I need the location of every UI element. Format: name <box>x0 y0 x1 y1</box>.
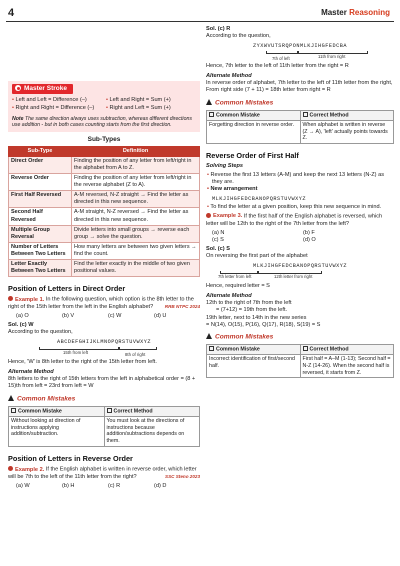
alphabet-sequence: MLKJIHGFEDCBANOPQRSTUVWXYZ <box>212 196 306 203</box>
note-label: Note <box>12 115 24 122</box>
alternate-method-title: Alternate Method <box>206 73 252 80</box>
option: (a) W <box>16 483 30 490</box>
rule-item: • Right and Left = Sum (+) <box>106 105 196 112</box>
option: (d) U <box>154 312 167 319</box>
example-1 <box>8 296 200 311</box>
alternate-method-text: = N(14), O(15), P(16), Q(17), R(18), S(19) = S <box>206 321 321 328</box>
page-header <box>0 0 400 22</box>
options <box>8 313 200 320</box>
running-title <box>321 8 390 18</box>
brace-diagram <box>206 271 394 280</box>
cross-icon <box>11 408 16 413</box>
option: (d) D <box>154 483 167 490</box>
warning-icon <box>8 395 14 401</box>
left-column <box>8 26 200 560</box>
solving-steps-title: Solving Steps <box>206 163 243 170</box>
brace-line <box>119 347 157 350</box>
alternate-method-text: 12th to the right of 7th from the left <box>206 300 292 307</box>
list-item: • Reverse the first 13 letters (A-M) and keep the next 13 letters (N-Z) as they are. <box>212 172 394 186</box>
solution: Sol. (c) R <box>206 26 231 32</box>
according-text: According to the question, <box>206 33 271 40</box>
option: (a) N <box>212 229 225 236</box>
column-header: Correct Method <box>300 344 394 354</box>
mistakes-table <box>206 110 394 145</box>
subtypes-table <box>8 146 200 276</box>
check-icon <box>303 346 308 351</box>
brace-caption: 7th letter from left <box>218 273 252 279</box>
section-heading: Reverse Order of First Half <box>206 151 299 161</box>
table-row: Second Half Reversed A-M straight, N-Z reversed → Find the letter as directed in this new sequence. <box>9 208 200 225</box>
example-question: If the first half of the English alphabet is reversed, which letter will be 12th to the right of the 7th letter from the left? <box>206 213 383 227</box>
note <box>12 116 196 129</box>
according-text: On reversing the first part of the alphabet <box>206 253 308 260</box>
target-icon <box>15 85 21 91</box>
exam-source: RRB NTPC 2024 <box>164 303 200 309</box>
list-item: • To find the letter at a given position, keep this new sequence in mind. <box>212 204 394 211</box>
master-stroke-tag: Master Stroke <box>12 84 73 94</box>
table-row: First Half Reversed A-M reversed, N-Z straight → Find the letter as directed in this new sequence. <box>9 191 200 208</box>
column-header: Common Mistake <box>207 344 301 354</box>
according-text: According to the question, <box>8 329 73 336</box>
option: (c) W <box>108 312 122 319</box>
option: (c) R <box>108 483 121 490</box>
column-header: Sub-Type <box>9 147 72 157</box>
common-mistakes-heading: Common Mistakes <box>8 395 200 404</box>
column-header: Correct Method <box>300 110 394 120</box>
steps-list <box>206 172 394 193</box>
alternate-method-title: Alternate Method <box>8 369 54 376</box>
brace-caption: 8th of right <box>125 351 146 357</box>
list-item: • New arrangement <box>212 186 394 193</box>
rule-item: • Left and Right = Sum (+) <box>106 97 196 104</box>
brace-caption: 15th from left <box>63 349 89 355</box>
page-number: 4 <box>8 7 15 19</box>
table-row: Reverse Order Finding the position of any letter from left/right in the reverse alphabet (Z to A). <box>9 174 200 191</box>
table-row: Forgetting direction in reverse order. When alphabet is written in reverse (Z → A), 'left' actually points towards Z. <box>207 120 394 143</box>
warning-icon <box>206 99 212 105</box>
header-rule <box>6 21 394 22</box>
alternate-method-text: 8th letters to the right of 15th letters from the left in alphabetical order = (8 + 15)th from left = 23rd from left = W <box>8 376 196 390</box>
option: (d) O <box>303 236 316 243</box>
example-label: Example 2. <box>8 467 44 473</box>
table-row: Without looking at direction of instructions applying addition/subtraction. You must look at the directions of instructions because addition/subtractions depends on them. <box>9 416 200 446</box>
example-3 <box>206 213 394 228</box>
running-title-part1: Master <box>321 8 347 17</box>
check-icon <box>107 408 112 413</box>
example-label: Example 1. <box>8 297 44 303</box>
brace-diagram <box>206 51 394 59</box>
example-question: If the English alphabet is written in reverse order, which letter will be 7th to the left of the 11th letter from the right? <box>8 466 197 480</box>
brace-caption: 11th from right <box>318 53 346 59</box>
rule-item: • Left and Left = Difference (–) <box>12 97 102 104</box>
alternate-method-text: 19th letter, next to 14th in the new series <box>206 314 307 321</box>
table-row: Incorrect identification of first/second half. First half = A–M (1-13); Second half = N-Z (14-26). When the second half is reversed, it starts from Z. <box>207 355 394 378</box>
table-row: Multiple Group Reversal Divide letters into small groups → reverse each group → solve the question. <box>9 225 200 242</box>
steps-list <box>206 204 394 211</box>
options <box>206 230 394 244</box>
mistakes-table <box>206 344 394 379</box>
running-title-part2: Reasoning <box>349 8 390 17</box>
brace-diagram <box>8 347 200 355</box>
solution: Sol. (c) S <box>206 245 230 252</box>
column-header: Definition <box>72 147 200 157</box>
master-stroke-box <box>8 81 200 132</box>
rules-list <box>12 97 196 112</box>
conclusion: Hence, 7th letter to the left of 11th letter from the right = R <box>206 62 349 69</box>
column-header: Common Mistake <box>9 406 105 416</box>
example-label: Example 3. <box>206 213 242 219</box>
exam-source: SSC Steno 2023 <box>165 473 200 479</box>
column-header: Correct Method <box>104 406 200 416</box>
common-mistakes-heading: Common Mistakes <box>206 333 394 342</box>
brace-caption: 12th letter from right <box>274 273 313 279</box>
alphabet-sequence: ZYXWVUTSRQPONMLKJIHGFEDCBA <box>253 43 347 50</box>
option: (b) V <box>62 312 75 319</box>
option: (b) H <box>62 483 75 490</box>
section-heading: Position of Letters in Direct Order <box>8 283 126 293</box>
conclusion: Hence, 'W' is 8th letter to the right of the 15th letter from left. <box>8 358 157 365</box>
table-row: Number of Letters Between Two Letters How many letters are between two given letters → find the count. <box>9 242 200 259</box>
solution: Sol. (c) W <box>8 322 34 329</box>
column-header: Common Mistake <box>207 110 301 120</box>
option: (b) F <box>303 229 315 236</box>
alternate-method-title: Alternate Method <box>206 293 252 300</box>
rule-item: • Right and Right = Difference (–) <box>12 105 102 112</box>
note-text: The same direction always uses subtraction, whereas different directions use addition - but in both cases counting starts from the first direction. <box>12 115 192 129</box>
alternate-method-text: From right side (7 + 11) = 18th letter from right = R <box>206 87 331 94</box>
conclusion: Hence, required letter = S <box>206 282 270 289</box>
options <box>8 483 200 490</box>
right-column <box>206 26 394 560</box>
cross-icon <box>209 112 214 117</box>
alphabet-sequence: MLKJIHGFEDCBANOPQRSTUVWXYZ <box>253 263 347 270</box>
subtypes-title: Sub-Types <box>87 135 121 143</box>
cross-icon <box>209 346 214 351</box>
alphabet-sequence: ABCDEFGHIJKLMNOPQRSTUVWXYZ <box>57 339 151 346</box>
warning-icon <box>206 333 212 339</box>
brace-line <box>266 51 298 54</box>
section-heading: Position of Letters in Reverse Order <box>8 453 133 463</box>
common-mistakes-heading: Common Mistakes <box>206 99 394 108</box>
example-question: In the following question, which option is the 8th letter to the right of the 15th letter from the left in the English alphabet? <box>8 296 194 310</box>
check-icon <box>303 112 308 117</box>
table-row: Letter Exactly Between Two Letters Find the letter exactly in the middle of two given positional values. <box>9 259 200 276</box>
table-row: Direct Order Finding the position of any letter from left/right in the alphabet from A to Z. <box>9 157 200 174</box>
alternate-method-text: = (7+12) = 19th from the left. <box>216 307 288 314</box>
alternate-method-text: In reverse order of alphabet, 7th letter to the left of 11th letter from the right, <box>206 80 393 87</box>
option: (a) O <box>16 312 29 319</box>
mistakes-table <box>8 406 200 447</box>
option: (c) S <box>212 236 224 243</box>
example-2 <box>8 466 200 481</box>
brace-caption: 7th of left <box>272 55 290 61</box>
